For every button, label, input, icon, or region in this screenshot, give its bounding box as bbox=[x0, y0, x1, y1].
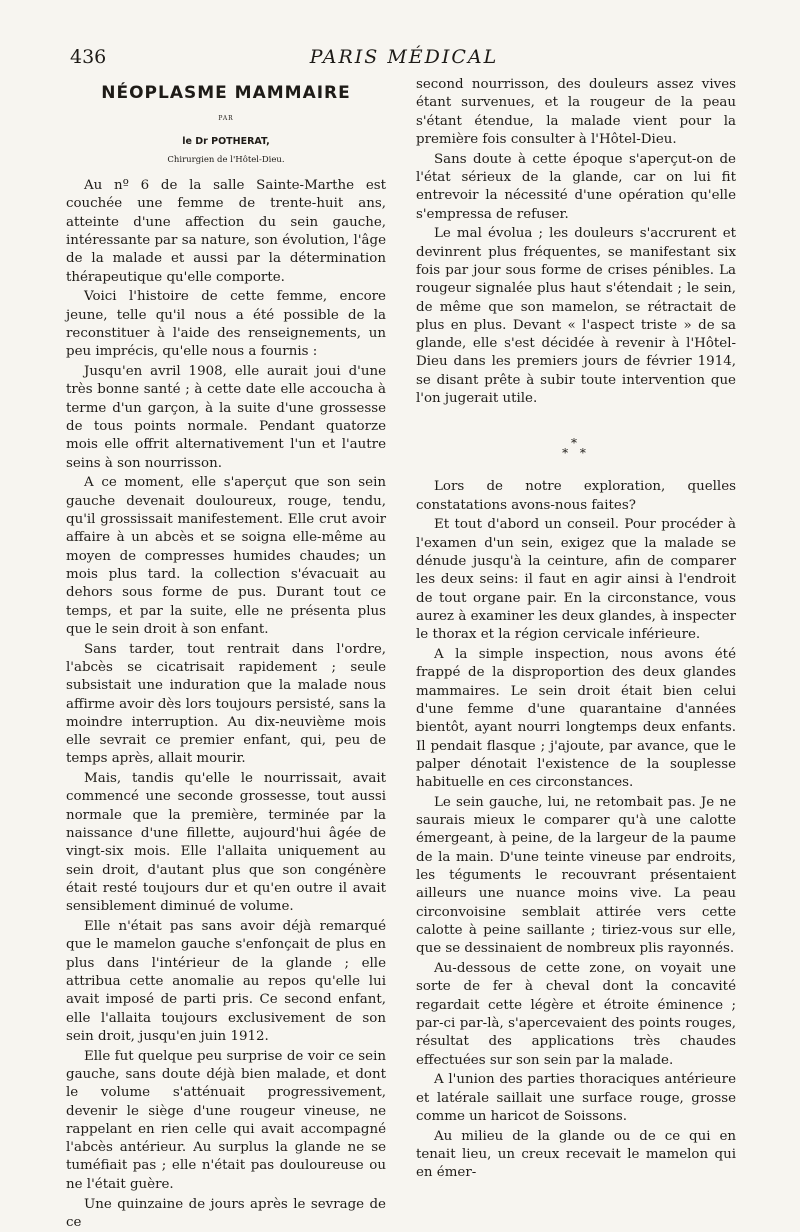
paragraph: Jusqu'en avril 1908, elle aurait joui d'une très bonne santé ; à cette date elle accoucha à terme d'un garçon, à la suite d'une grossesse de tous points normale. Pendant quatorze mois elle offrit alternativement l'un et l'autre seins à son nourrisson. bbox=[66, 364, 386, 471]
asterism-bottom: * * bbox=[562, 446, 590, 461]
paragraph: second nourrisson, des douleurs assez vives étant survenues, et la rougeur de la peau s'étant étendue, la malade vient pour la première fois consulter à l'Hôtel-Dieu. bbox=[416, 77, 736, 147]
paragraph: Elle fut quelque peu surprise de voir ce sein gauche, sans doute déjà bien malade, et dont le volume s'atténuait progressivement, devenir le siège d'une rougeur vineuse, ne rappelant en rien celle qui avait accompagné l'abcès antérieur. Au surplus la glande ne se tuméfiait pas ; elle n'était pas douloureuse ou ne l'était guère. bbox=[66, 1048, 386, 1192]
journal-title: PARIS MÉDICAL bbox=[309, 46, 499, 68]
paragraph: Le mal évolua ; les douleurs s'accrurent et devinrent plus fréquentes, se manifestant six fois par jour sous forme de crises pénibles. La rougeur signalée plus haut s'étendait ; le sein, de même que son mamelon, se rétractait de plus en plus. Devant « l'aspect triste » de sa glande, elle s'est décidée à revenir à l'Hôtel-Dieu dans les premiers jours de février 1914, se disant prête à subir toute intervention que l'on jugerait utile. bbox=[416, 226, 736, 407]
paragraph: Le sein gauche, lui, ne retombait pas. Je ne saurais mieux le comparer qu'à une calotte émergeant, à peine, de la largeur de la paume de la main. D'une teinte vineuse par endroits, les téguments le recouvrant présentaient ailleurs une nuance moins vive. La peau circonvoisine semblait attirée vers cette calotte à peine saillante ; tiriez-vous sur elle, que se dessinaient de nombreux plis rayonnés. bbox=[416, 794, 736, 957]
paragraph: Au nº 6 de la salle Sainte-Marthe est couchée une femme de trente-huit ans, atteinte d'une affection du sein gauche, intéressante par sa nature, son évolution, l'âge de la malade et aussi par la détermination thérapeutique qu'elle comporte. bbox=[66, 178, 386, 285]
paragraph: Au milieu de la glande ou de ce qui en tenait lieu, un creux recevait le mamelon qui en émer- bbox=[416, 1128, 736, 1181]
byline-par: PAR bbox=[218, 115, 234, 123]
byline-author: le Dr POTHERAT, bbox=[182, 135, 270, 147]
paragraph: Au-dessous de cette zone, on voyait une sorte de fer à cheval dont la concavité regardait cette légère et étroite éminence ; par-ci par-là, s'apercevaient des points rouges, résultat des applications très chaudes effectuées sur son sein par la malade. bbox=[416, 961, 736, 1068]
paragraph: Une quinzaine de jours après le sevrage de ce bbox=[66, 1196, 386, 1230]
paragraph: Sans tarder, tout rentrait dans l'ordre, l'abcès se cicatrisait rapidement ; seule subsistait une induration que la malade nous affirme avoir dès lors toujours persisté, sans la moindre interruption. Au dix-neuvième mois elle sevrait ce premier enfant, qui, peu de temps après, allait mourir. bbox=[66, 641, 386, 767]
section-break-asterism bbox=[416, 436, 736, 461]
right-column bbox=[416, 76, 736, 1183]
paragraph: Voici l'histoire de cette femme, encore jeune, telle qu'il nous a été possible de la reconstituer à l'aide des renseignements, un peu imprécis, qu'elle nous a fournis : bbox=[66, 289, 386, 360]
paragraph: A ce moment, elle s'aperçut que son sein gauche devenait douloureux, rouge, tendu, qu'il grossissait manifestement. Elle crut avoir affaire à un abcès et se soigna elle-même au moyen de compresses humides chaudes; un mois plus tard. la collection s'évacuait au dehors sous forme de pus. Durant tout ce temps, et par la suite, elle ne présenta plus que le sein droit à son enfant. bbox=[66, 475, 386, 637]
paragraph: Mais, tandis qu'elle le nourrissait, avait commencé une seconde grossesse, tout aussi normale que la première, terminée par la naissance d'une fillette, aujourd'hui âgée de vingt-six mois. Elle l'allaita uniquement au sein droit, d'autant plus que son congénère était resté toujours dur et qu'en outre il avait sensiblement diminué de volume. bbox=[66, 771, 386, 915]
paragraph: Sans doute à cette époque s'aperçut-on de l'état sérieux de la glande, car on lui fit entrevoir la nécessité d'une opération qu'elle s'empressa de refuser. bbox=[416, 151, 736, 222]
byline-role: Chirurgien de l'Hôtel-Dieu. bbox=[167, 154, 285, 165]
left-column bbox=[66, 76, 386, 1232]
paragraph: Lors de notre exploration, quelles constatations avons-nous faites? bbox=[416, 479, 736, 513]
paragraph: Et tout d'abord un conseil. Pour procéder à l'examen d'un sein, exigez que la malade se dénude jusqu'à la ceinture, afin de comparer les deux seins: il faut en agir ainsi à l'endroit de tout organe pair. En la circonstance, vous aurez à examiner les deux glandes, à inspecter le thorax et la région cervicale inférieure. bbox=[416, 517, 736, 643]
paragraph: Elle n'était pas sans avoir déjà remarqué que le mamelon gauche s'enfonçait de plus en plus dans l'intérieur de la glande ; elle attribua cette anomalie au repos qu'elle lui avait imposé de parti pris. Ce second enfant, elle l'allaita toujours exclusivement de son sein droit, jusqu'en juin 1912. bbox=[66, 919, 386, 1044]
asterism-top: * bbox=[571, 436, 581, 451]
article-title: NÉOPLASME MAMMAIRE bbox=[101, 83, 351, 103]
running-head bbox=[70, 46, 738, 72]
paragraph: A la simple inspection, nous avons été frappé de la disproportion des deux glandes mammaires. Le sein droit était bien celui d'une femme d'une quarantaine d'années bientôt, ayant nourri longtemps deux enfants. Il pendait flasque ; j'ajoute, par avance, que le palper dénotait l'existence de la souplesse habituelle en ces circonstances. bbox=[416, 647, 736, 791]
paragraph: A l'union des parties thoraciques antérieure et latérale saillait une surface rouge, grosse comme un haricot de Soissons. bbox=[416, 1072, 736, 1124]
page-number: 436 bbox=[70, 46, 107, 68]
